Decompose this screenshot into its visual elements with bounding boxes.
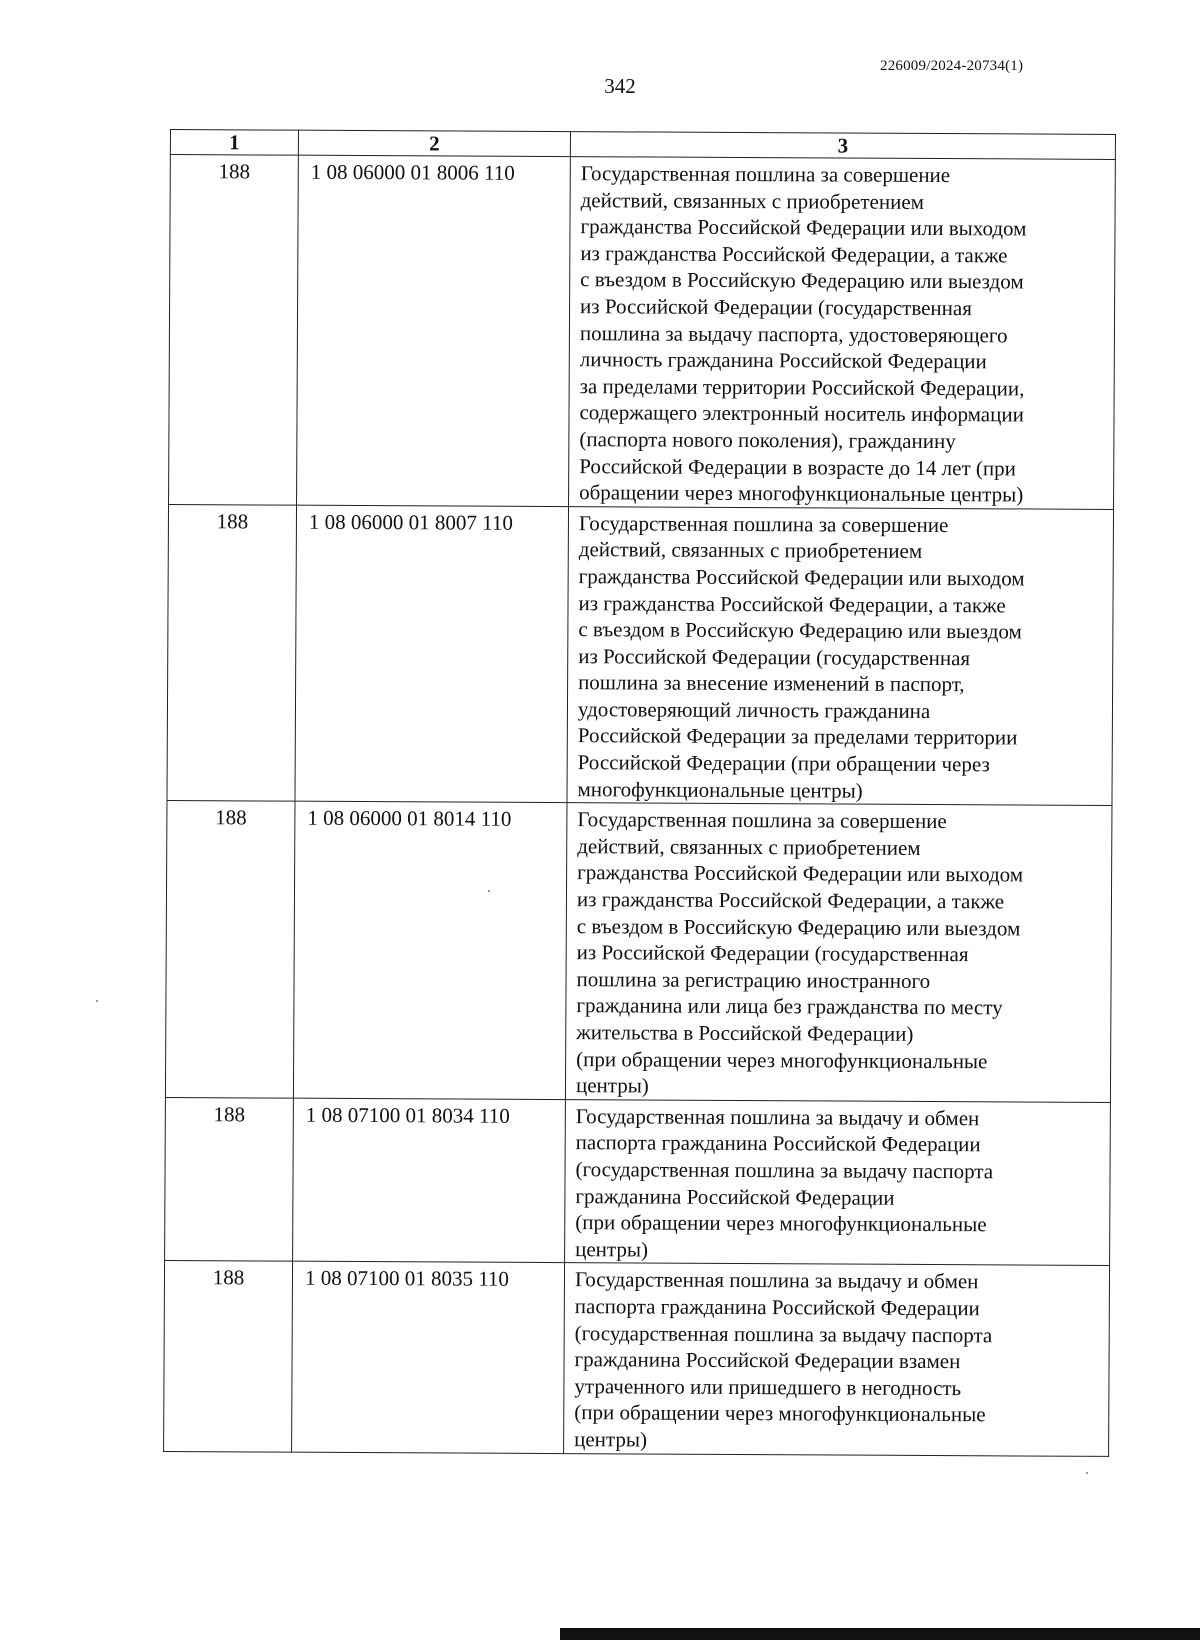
description-line: Государственная пошлина за совершение <box>580 161 951 188</box>
table-row <box>169 155 1116 510</box>
description-cell <box>565 1099 1111 1265</box>
description-line: с въездом в Российскую Федерацию или выездом <box>578 617 1022 644</box>
description-line: обращении через многофункциональные центры) <box>579 480 1024 507</box>
description-line: паспорта гражданина Российской Федерации <box>574 1294 980 1321</box>
description-line: жительства в Российской Федерации) <box>576 1020 914 1046</box>
scan-edge-bar <box>560 1628 1200 1640</box>
page-number: 342 <box>604 74 636 98</box>
description-line: Государственная пошлина за выдачу и обмен <box>574 1267 979 1294</box>
budget-classification-code-cell: 1 08 06000 01 8006 110 <box>297 155 571 506</box>
description-cell <box>565 803 1112 1102</box>
description-line: (государственная пошлина за выдачу паспорта <box>575 1157 994 1184</box>
description-line: Государственная пошлина за совершение <box>578 510 949 537</box>
description-line: из Российской Федерации (государственная <box>578 643 971 670</box>
description-line: содержащего электронный носитель информации <box>579 400 1024 427</box>
column-header-2: 2 <box>298 130 570 156</box>
description-line: гражданина Российской Федерации <box>575 1183 895 1210</box>
description-line: центры) <box>575 1236 649 1262</box>
description-line: Российской Федерации за пределами территории <box>577 723 1018 750</box>
table-body <box>164 155 1116 1456</box>
description-line: паспорта гражданина Российской Федерации <box>575 1130 981 1157</box>
description-line: из гражданства Российской Федерации, а также <box>576 887 1005 914</box>
description-line: действий, связанных с приобретением <box>580 187 925 214</box>
description-line: удостоверяющий личность гражданина <box>577 697 931 723</box>
admin-code-cell: 188 <box>164 1261 293 1452</box>
description-line: утраченного или пришедшего в негодность <box>574 1373 962 1400</box>
table-row <box>165 801 1112 1102</box>
description-line: за пределами территории Российской Федерации, <box>579 373 1025 401</box>
description-line: личность гражданина Российской Федерации <box>579 347 987 374</box>
description-line: Государственная пошлина за совершение <box>577 807 947 834</box>
admin-code-cell: 188 <box>165 801 295 1098</box>
description-line: (государственная пошлина за выдачу паспорта <box>574 1320 993 1347</box>
description-line: (паспорта нового поколения), гражданину <box>579 427 956 454</box>
scan-speck <box>488 890 490 892</box>
column-header-3: 3 <box>570 132 1115 160</box>
description-line: из Российской Федерации (государственная <box>576 940 969 967</box>
description-cell <box>564 1263 1110 1456</box>
description-line: многофункциональные центры) <box>577 776 863 803</box>
description-line: действий, связанных с приобретением <box>577 833 921 860</box>
admin-code-cell: 188 <box>165 1097 294 1261</box>
description-line: гражданина Российской Федерации взамен <box>574 1347 961 1374</box>
description-line: из Российской Федерации (государственная <box>580 294 972 321</box>
scan-speck <box>96 1000 98 1002</box>
description-line: гражданина или лица без гражданства по месту <box>576 993 1003 1020</box>
description-cell <box>567 506 1114 805</box>
description-line: (при обращении через многофункциональные <box>574 1400 986 1427</box>
description-line: с въездом в Российскую Федерацию или выездом <box>576 913 1021 941</box>
description-line: с въездом в Российскую Федерацию или выездом <box>580 267 1024 294</box>
description-line: из гражданства Российской Федерации, а также <box>580 240 1008 268</box>
description-line: Российской Федерации (при обращении через <box>577 750 990 777</box>
description-line: центры) <box>574 1427 648 1452</box>
document-registration-number: 226009/2024-20734(1) <box>880 58 1024 74</box>
description-line: пошлина за внесение изменений в паспорт, <box>578 670 965 697</box>
budget-classification-code-cell: 1 08 06000 01 8007 110 <box>295 505 569 803</box>
budget-classification-code-cell: 1 08 06000 01 8014 110 <box>293 801 567 1099</box>
description-line: гражданства Российской Федерации или выходом <box>578 564 1025 591</box>
description-line: пошлина за регистрацию иностранного <box>576 966 931 993</box>
description-line: Государственная пошлина за выдачу и обмен <box>575 1103 980 1131</box>
description-cell <box>569 157 1116 510</box>
admin-code-cell: 188 <box>167 504 297 801</box>
budget-classification-code-cell: 1 08 07100 01 8034 110 <box>293 1098 566 1263</box>
description-line: (при обращении через многофункциональные <box>576 1046 988 1073</box>
description-line: центры) <box>575 1073 649 1098</box>
description-line: гражданства Российской Федерации или выходом <box>580 214 1027 241</box>
budget-classification-code-cell: 1 08 07100 01 8035 110 <box>292 1262 565 1454</box>
description-line: (при обращении через многофункциональные <box>575 1210 987 1237</box>
table-row <box>164 1261 1110 1456</box>
description-line: Российской Федерации в возрасте до 14 лет (при <box>579 453 1016 480</box>
table-row <box>167 504 1114 805</box>
table-row <box>165 1097 1111 1266</box>
admin-code-cell: 188 <box>169 155 299 505</box>
scan-speck <box>1086 1472 1088 1474</box>
description-line: из гражданства Российской Федерации, а также <box>578 590 1006 617</box>
description-line: пошлина за выдачу паспорта, удостоверяющего <box>579 320 1008 347</box>
description-line: гражданства Российской Федерации или выходом <box>577 860 1024 887</box>
column-header-1: 1 <box>170 130 298 156</box>
table-container <box>163 129 1115 1456</box>
description-line: действий, связанных с приобретением <box>578 537 923 564</box>
budget-codes-table <box>163 129 1116 1456</box>
